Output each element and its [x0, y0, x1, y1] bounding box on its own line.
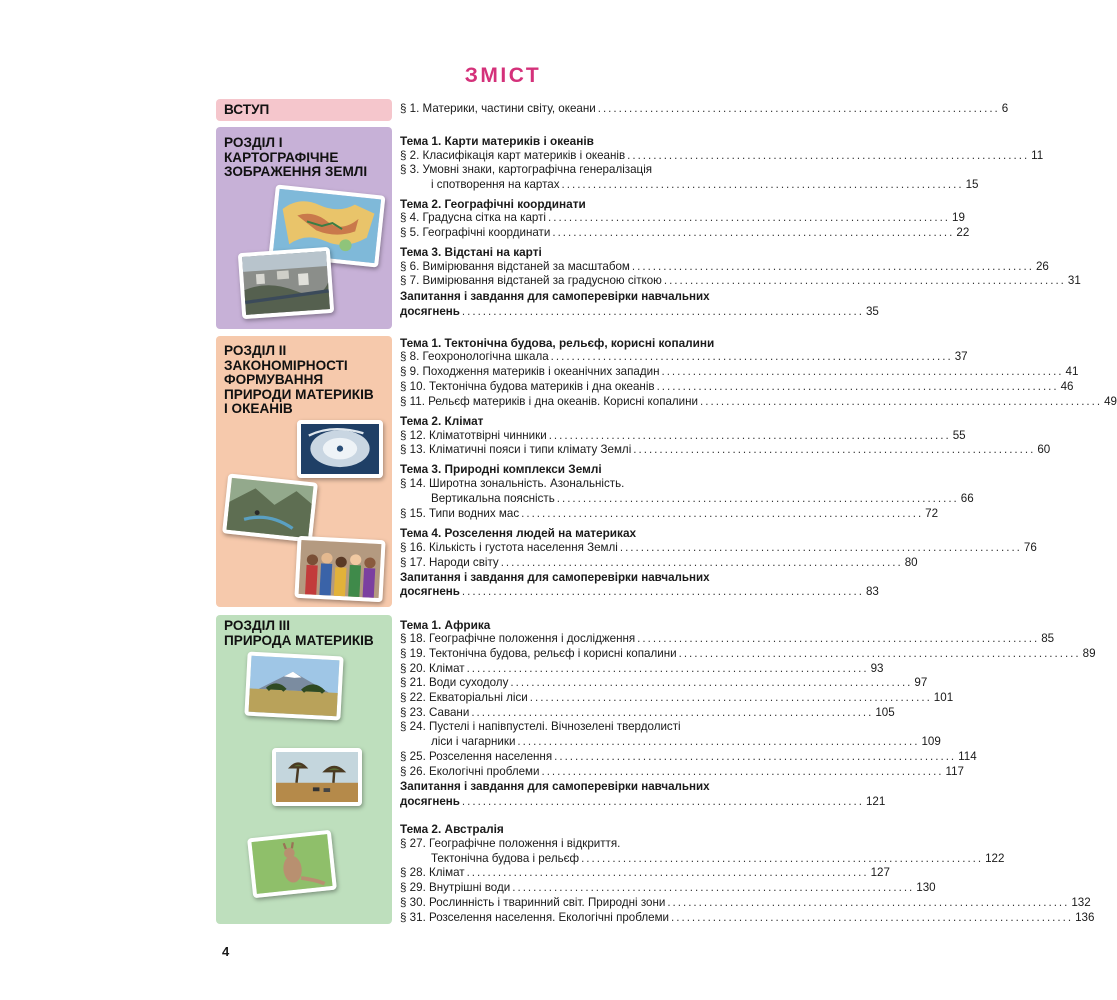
toc-entry-3-line2[interactable]: і спотворення на картах ............................................................................. 15 [431, 178, 979, 191]
toc-entry-16[interactable]: § 16. Кількість і густота населення Землі ............................................................................. 76 [400, 541, 1037, 554]
topic-1-3: Тема 3. Відстані на карті [400, 245, 542, 259]
hurricane-photo [297, 420, 383, 478]
review-3-line1[interactable]: Запитання і завдання для самоперевірки навчальних [400, 780, 710, 793]
topic-1-1: Тема 1. Карти материків і океанів [400, 134, 594, 148]
toc-entry-14-line1[interactable]: § 14. Широтна зональність. Азональність. [400, 477, 625, 490]
toc-entry-10[interactable]: § 10. Тектонічна будова материків і дна океанів ............................................................................. 46 [400, 380, 1074, 393]
toc-entry-17[interactable]: § 17. Народи світу ............................................................................. 80 [400, 556, 918, 569]
kilimanjaro-photo [244, 652, 343, 721]
toc-entry-21[interactable]: § 21. Води суходолу ............................................................................. 97 [400, 676, 928, 689]
savanna-photo [272, 748, 362, 806]
review-3-line2[interactable]: досягнень ............................................................................. 121 [400, 795, 886, 808]
review-1-line1[interactable]: Запитання і завдання для самоперевірки навчальних [400, 290, 710, 303]
toc-entry-7[interactable]: § 7. Вимірювання відстаней за градусною сіткою ............................................................................. 31 [400, 274, 1081, 287]
toc-entry-5[interactable]: § 5. Географічні координати ............................................................................. 22 [400, 226, 970, 239]
page-title: ЗМІСТ [464, 64, 542, 87]
topic-3-1: Тема 1. Африка [400, 618, 491, 632]
toc-entry-26[interactable]: § 26. Екологічні проблеми ............................................................................. 117 [400, 765, 964, 778]
toc-entry-27-line2[interactable]: Тектонічна будова і рельєф ............................................................................. 122 [431, 852, 1005, 865]
toc-entry-13[interactable]: § 13. Кліматичні пояси і типи клімату Землі ............................................................................. 60 [400, 443, 1051, 456]
toc-entry-15[interactable]: § 15. Типи водних мас ............................................................................. 72 [400, 507, 939, 520]
toc-entry-8[interactable]: § 8. Геохронологічна шкала ............................................................................. 37 [400, 350, 968, 363]
topic-2-1: Тема 1. Тектонічна будова, рельєф, корисні копалини [400, 336, 715, 350]
topic-2-2: Тема 2. Клімат [400, 414, 484, 428]
toc-entry-11[interactable]: § 11. Рельєф материків і дна океанів. Корисні копалини ............................................................................. 49 [400, 395, 1117, 408]
toc-entry-1[interactable]: § 1. Материки, частини світу, океани ............................................................................. 6 [400, 102, 1009, 115]
toc-entry-24-line2[interactable]: ліси і чагарники ............................................................................. 109 [431, 735, 941, 748]
toc-entry-6[interactable]: § 6. Вимірювання відстаней за масштабом ............................................................................. 26 [400, 260, 1049, 273]
page-number: 4 [222, 944, 230, 959]
topic-2-4: Тема 4. Розселення людей на материках [400, 526, 637, 540]
toc-entry-12[interactable]: § 12. Кліматотвірні чинники ............................................................................. 55 [400, 429, 966, 442]
toc-entry-25[interactable]: § 25. Розселення населення ............................................................................. 114 [400, 750, 977, 763]
section-1-label: РОЗДІЛ І КАРТОГРАФІЧНЕ ЗОБРАЖЕННЯ ЗЕМЛІ [224, 135, 368, 179]
toc-entry-4[interactable]: § 4. Градусна сітка на карті ............................................................................. 19 [400, 211, 965, 224]
section-3-label: РОЗДІЛ ІІІ ПРИРОДА МАТЕРИКІВ [224, 618, 374, 648]
toc-entry-9[interactable]: § 9. Походження материків і океанічних западин ............................................................................. 41 [400, 365, 1079, 378]
toc-entry-19[interactable]: § 19. Тектонічна будова, рельєф і корисні копалини ............................................................................. 89 [400, 647, 1096, 660]
review-2-line2[interactable]: досягнень ............................................................................. 83 [400, 585, 879, 598]
kangaroo-photo [247, 830, 337, 898]
toc-entry-29[interactable]: § 29. Внутрішні води ............................................................................. 130 [400, 881, 936, 894]
section-2-label: РОЗДІЛ ІІ ЗАКОНОМІРНОСТІ ФОРМУВАННЯ ПРИРОДИ МАТЕРИКІВ І ОКЕАНІВ [224, 343, 374, 416]
aerial-city-photo [238, 247, 334, 319]
topic-1-2: Тема 2. Географічні координати [400, 197, 586, 211]
toc-entry-30[interactable]: § 30. Рослинність і тваринний світ. Природні зони ............................................................................. 132 [400, 896, 1091, 909]
toc-entry-22[interactable]: § 22. Екваторіальні ліси ............................................................................. 101 [400, 691, 954, 704]
toc-entry-23[interactable]: § 23. Савани ............................................................................. 105 [400, 706, 895, 719]
mountain-photo [222, 473, 318, 542]
section-intro-box [216, 99, 392, 121]
review-2-line1[interactable]: Запитання і завдання для самоперевірки навчальних [400, 571, 710, 584]
topic-2-3: Тема 3. Природні комплекси Землі [400, 462, 602, 476]
toc-entry-3-line1[interactable]: § 3. Умовні знаки, картографічна генералізація [400, 163, 653, 176]
toc-entry-28[interactable]: § 28. Клімат ............................................................................. 127 [400, 866, 890, 879]
toc-entry-31[interactable]: § 31. Розселення населення. Екологічні проблеми ............................................................................. 136 [400, 911, 1095, 924]
section-intro-label: ВСТУП [224, 102, 270, 117]
toc-entry-2[interactable]: § 2. Класифікація карт материків і океанів ............................................................................. 11 [400, 149, 1044, 162]
toc-entry-18[interactable]: § 18. Географічне положення і дослідження ............................................................................. 85 [400, 632, 1055, 645]
toc-entry-20[interactable]: § 20. Клімат ............................................................................. 93 [400, 662, 884, 675]
toc-entry-24-line1[interactable]: § 24. Пустелі і напівпустелі. Вічнозелені твердолисті [400, 720, 681, 733]
topic-3-2: Тема 2. Австралія [400, 822, 504, 836]
toc-entry-14-line2[interactable]: Вертикальна поясність ............................................................................. 66 [431, 492, 974, 505]
review-1-line2[interactable]: досягнень ............................................................................. 35 [400, 305, 879, 318]
people-photo [294, 536, 385, 603]
toc-entry-27-line1[interactable]: § 27. Географічне положення і відкриття. [400, 837, 621, 850]
